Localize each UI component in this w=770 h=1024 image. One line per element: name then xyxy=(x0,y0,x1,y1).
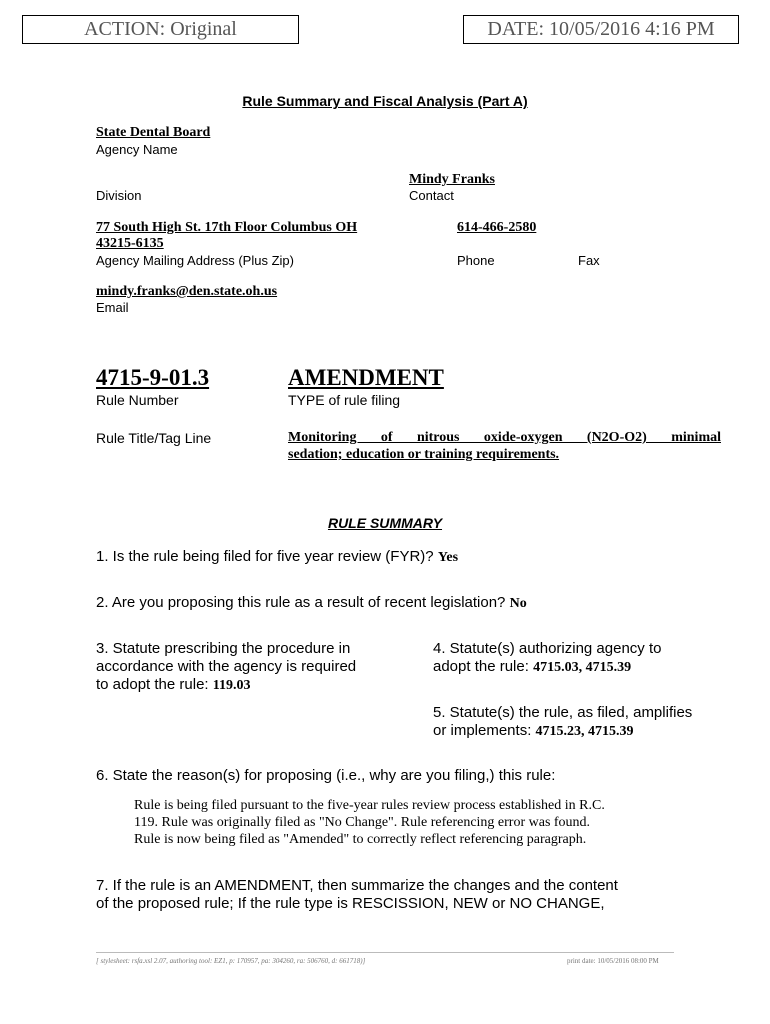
question-3-line-1: 3. Statute prescribing the procedure in xyxy=(96,640,351,657)
question-5-line-2: or implements: xyxy=(433,722,536,739)
phone-label: Phone xyxy=(457,253,495,268)
date-box xyxy=(463,15,739,44)
question-5 xyxy=(433,704,692,741)
question-6-answer-line-2: 119. Rule was originally filed as "No Change". Rule referencing error was found. xyxy=(134,815,591,830)
question-1 xyxy=(96,548,458,567)
agency-name-label: Agency Name xyxy=(96,142,178,157)
email-label: Email xyxy=(96,300,129,315)
question-1-text: 1. Is the rule being filed for five year review (FYR)? xyxy=(96,548,438,565)
question-6-answer-line-3: Rule is now being filed as "Amended" to correctly reflect referencing paragraph. xyxy=(134,832,587,847)
footer-divider xyxy=(96,952,674,953)
question-2-answer: No xyxy=(509,596,527,611)
rule-type-label: TYPE of rule filing xyxy=(288,392,401,408)
phone-value: 614-466-2580 xyxy=(457,220,537,235)
question-4-answer: 4715.03, 4715.39 xyxy=(533,660,632,675)
rule-number-value: 4715-9-01.3 xyxy=(96,365,210,390)
address-line-1: 77 South High St. 17th Floor Columbus OH xyxy=(96,220,358,235)
rule-title-line-2: sedation; education or training requirements. xyxy=(288,447,560,462)
question-2 xyxy=(96,594,527,613)
question-4-line-2: adopt the rule: xyxy=(433,658,534,675)
action-box-text: ACTION: Original xyxy=(84,18,237,40)
rule-summary-heading: RULE SUMMARY xyxy=(327,515,443,531)
rule-number-label: Rule Number xyxy=(96,392,179,408)
question-3-line-2: accordance with the agency is required xyxy=(96,658,357,675)
fax-label: Fax xyxy=(578,253,600,268)
question-4-line-1: 4. Statute(s) authorizing agency to xyxy=(433,640,662,657)
date-box-text: DATE: 10/05/2016 4:16 PM xyxy=(487,18,715,40)
question-7-line-1: 7. If the rule is an AMENDMENT, then summarize the changes and the content xyxy=(96,877,618,894)
question-6-answer-line-1: Rule is being filed pursuant to the five-year rules review process established in R.C. xyxy=(134,798,605,813)
question-5-line-1: 5. Statute(s) the rule, as filed, amplifies xyxy=(433,704,693,721)
division-label: Division xyxy=(96,188,142,203)
rule-title-label: Rule Title/Tag Line xyxy=(96,430,212,446)
question-3 xyxy=(96,640,356,695)
contact-label: Contact xyxy=(409,188,454,203)
question-3-line-3: to adopt the rule: xyxy=(96,676,213,693)
question-5-answer: 4715.23, 4715.39 xyxy=(535,724,634,739)
address-label: Agency Mailing Address (Plus Zip) xyxy=(96,253,294,268)
agency-name-value: State Dental Board xyxy=(96,125,211,140)
action-box xyxy=(22,15,299,44)
question-1-answer: Yes xyxy=(437,550,459,565)
question-7-line-2: of the proposed rule; If the rule type is RESCISSION, NEW or NO CHANGE, xyxy=(96,895,605,912)
question-4 xyxy=(433,640,661,677)
email-value: mindy.franks@den.state.oh.us xyxy=(96,284,278,299)
question-6: 6. State the reason(s) for proposing (i.e., why are you filing,) this rule: xyxy=(96,767,556,784)
contact-value: Mindy Franks xyxy=(409,172,495,187)
footer-print-date: print date: 10/05/2016 08:00 PM xyxy=(567,957,659,965)
question-2-text: 2. Are you proposing this rule as a result of recent legislation? xyxy=(96,594,510,611)
address-line-2: 43215-6135 xyxy=(96,236,164,251)
rule-title-line-1: Monitoring of nitrous oxide-oxygen (N2O-O2) minimal xyxy=(288,430,721,445)
page-title: Rule Summary and Fiscal Analysis (Part A) xyxy=(242,93,528,109)
question-3-answer: 119.03 xyxy=(212,678,251,693)
rule-type-value: AMENDMENT xyxy=(288,365,444,390)
question-7 xyxy=(96,877,618,913)
question-6-answer xyxy=(134,797,605,848)
footer-stylesheet-info: [ stylesheet: rsfa.xsl 2.07, authoring tool: EZ1, p: 170957, pa: 304260, ra: 506760, d: 661718)] xyxy=(96,957,366,965)
